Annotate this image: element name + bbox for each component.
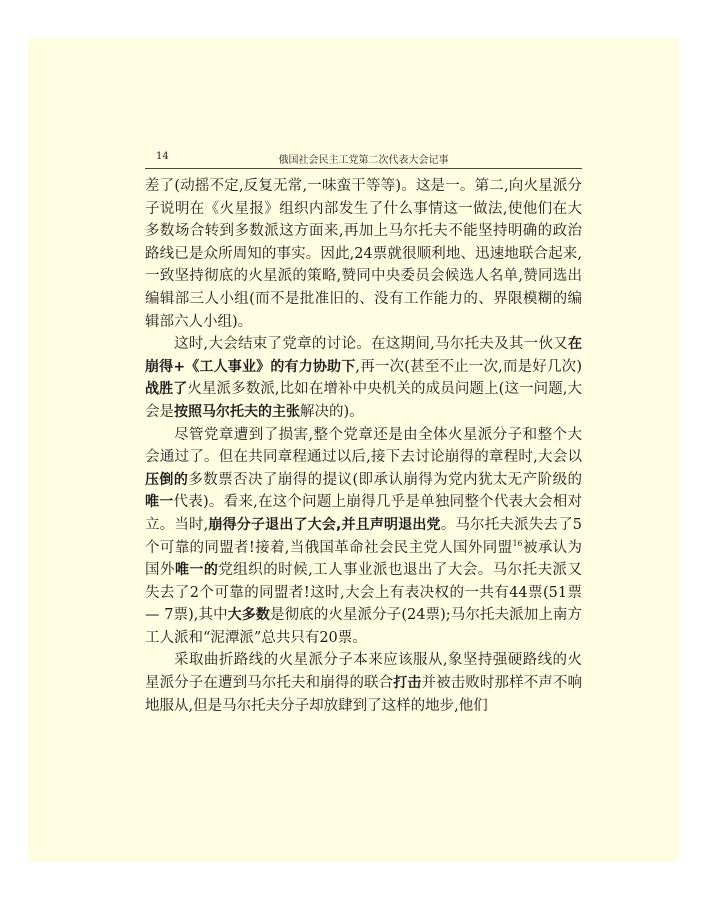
body-text [145,175,582,717]
emphasis-text: 唯一 [145,494,174,511]
emphasis-text: 压倒的 [145,471,189,488]
paragraph-text: 火星派多数派,比如在增补中央机关的成员问题上(这一问题,大会是 [145,381,583,420]
emphasis-text: 按照马尔托夫的主张 [174,403,300,420]
paragraph [145,424,582,650]
page-header [145,148,582,169]
paragraph-text: 。马尔托夫派失去了5个可靠的同盟者!接着,当俄国革命社会民主党人国外同盟 [145,516,582,556]
paragraph [145,175,582,333]
running-title: 俄国社会民主工党第二次代表大会记事 [278,155,449,166]
paragraph-text: ,再一次(甚至不止一次,而是好几次) [355,358,582,375]
paragraph-text: 差了(动摇不定,反复无常,一味蛮干等等)。这是一。第二,向火星派分子说明在《火星报》组织内部发生了什么事情这一做法,使他们在大多数场合转到多数派这方面来,再加上马尔托夫不能坚持明确的政治路线已是众所周知的事实。因此,24票就很顺利地、迅速地联合起来,一致坚持彻底的火星派的策略,赞同中央委员会候选人名单,赞同选出编辑部三人小组(而不是批准旧的、没有工作能力的、界限模糊的编辑部六人小组)。 [145,178,582,330]
paragraph-text: 党组织的时候,工人事业派也退出了大会。马尔托夫派又失去了2个可靠的同盟者!这时,大会上有表决权的一共有44票(51票— 7票),其中 [145,562,583,624]
emphasis-text: 打击 [393,675,422,692]
paragraph-text: 这时,大会结束了党章的讨论。在这期间,马尔托夫及其一伙又 [174,336,568,353]
paragraph-text: 尽管党章遭到了损害,整个党章还是由全体火星派分子和整个大会通过了。但在共同章程通过以后,接下去讨论崩得的章程时,大会以 [145,426,582,466]
emphasis-text: 在崩得+《工人事业》的有力协助下 [145,336,582,375]
paragraph [145,333,582,423]
paragraph-text: 并被击败时那样不声不响地服从,但是马尔托夫分子却放肆到了这样的地步,他们 [145,675,583,714]
paragraph-text: 解决的)。 [300,403,364,420]
emphasis-text: 战胜了 [145,381,188,398]
paragraph-text: 是彻底的火星派分子(24票);马尔托夫派加上南方工人派和“泥潭派”总共只有20票。 [145,607,583,646]
footnote-marker: 16 [512,538,523,548]
emphasis-text: 崩得分子退出了大会,并且声明退出党 [208,516,441,533]
emphasis-text: 唯一的 [174,562,219,579]
page-number: 14 [156,151,169,162]
emphasis-text: 大多数 [227,607,270,624]
paragraph [145,649,582,717]
paragraph-text: 多数票否决了崩得的提议(即承认崩得为党内犹太无产阶级的 [188,471,583,488]
paragraph-text: 代表)。看来,在这个问题上崩得几乎是单独同整个代表大会相对立。当时, [145,494,583,533]
paragraph-text: 被承认为国外 [145,539,583,579]
paragraph-text: 采取曲折路线的火星派分子本来应该服从,象坚持强硬路线的火星派分子在遭到马尔托夫和崩得的联合 [145,652,582,692]
